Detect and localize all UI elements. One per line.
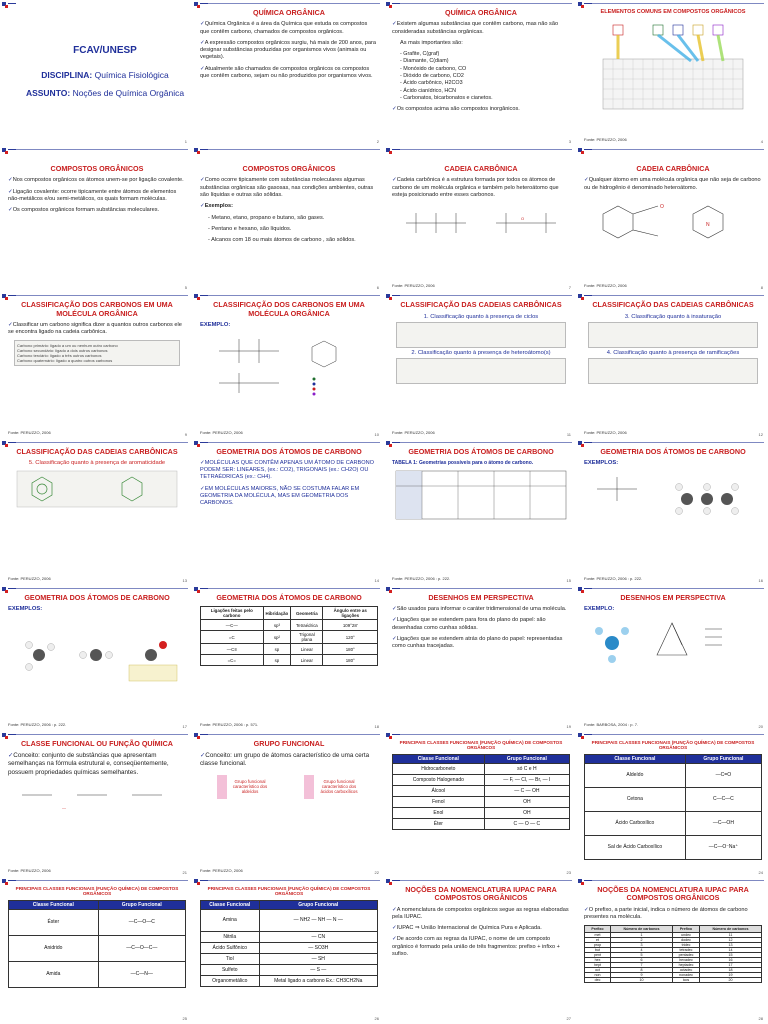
slide-corner-decoration (386, 587, 400, 591)
slide-number: 13 (182, 577, 187, 583)
slide-title: GEOMETRIA DOS ÁTOMOS DE CARBONO (408, 446, 554, 456)
slide-19 (384, 585, 576, 731)
slide-number: 4 (760, 139, 763, 145)
slide-corner-decoration (578, 587, 592, 591)
table-caption: TABELA 1: Geometrias possíveis para o átomo de carbono. (392, 459, 534, 466)
slide-number: 19 (566, 723, 571, 729)
column-header: Classe Funcional (201, 900, 260, 909)
table-row: Enol OH (393, 807, 570, 818)
slide-corner-decoration (2, 733, 16, 737)
slide-corner-decoration (194, 587, 208, 591)
slide-7 (384, 146, 576, 292)
perspective-figure (587, 615, 759, 670)
table-row: prop 3 tridec 13 (585, 943, 762, 948)
svg-text:—: — (62, 804, 66, 810)
table-row: Éster —C—O—C (9, 909, 186, 935)
slide-title: CLASSIFICAÇÃO DAS CADEIAS CARBÔNICAS (400, 300, 562, 310)
bullet-text: As mais importantes são: (400, 39, 463, 46)
slide-corner-decoration (2, 587, 16, 591)
slide-title: CLASSIFICAÇÃO DOS CARBONOS EM UMA MOLÉCULA ORGÂNICA (21, 300, 173, 318)
list-item: - Ácido cianídrico, HCN (400, 87, 457, 94)
slide-8 (576, 146, 768, 292)
slide-corner-decoration (578, 2, 592, 6)
section-heading: 2. Classificação quanto à presença de heteroátomo(s) (411, 349, 551, 356)
slide-20 (576, 585, 768, 731)
source-caption: Fonte: PERUZZO, 2006 (392, 429, 435, 435)
slide-number: 16 (758, 577, 763, 583)
slide-number: 23 (566, 870, 571, 876)
bullet-text: ✓ Os compostos acima são compostos inorgânicos. (392, 106, 570, 113)
slide-corner-decoration (578, 879, 592, 883)
list-item: - Diamante, C(diam) (400, 58, 449, 65)
slide-corner-decoration (2, 294, 16, 298)
bullet-text: ✓ Existem algumas substâncias que contêm carbono, mas não são consideradas substâncias orgânicas. (392, 21, 570, 36)
carbon-class-box (14, 340, 180, 366)
slide-corner-decoration (2, 2, 16, 6)
slide-title: DESENHOS EM PERSPECTIVA (428, 592, 534, 602)
slide-22 (192, 731, 384, 877)
example-text: - Metano, etano, propano e butano, são gases. (208, 214, 325, 221)
slide-title: NOÇÕES DA NOMENCLATURA IUPAC PARA COMPOSTOS ORGÂNICOS (405, 885, 557, 903)
aldehyde-group (217, 775, 270, 799)
disciplina-line: DISCIPLINA: Química Fisiológica (41, 70, 169, 81)
slide-15 (384, 439, 576, 585)
svg-text:O: O (521, 216, 525, 222)
slide-14 (192, 439, 384, 585)
slide-number: 12 (758, 431, 763, 437)
class-row: Carbono terciário: ligado a três outros carbonos (17, 353, 102, 359)
column-header: Classe Funcional (393, 754, 485, 763)
svg-text:N: N (706, 222, 710, 228)
slide-number: 1 (184, 139, 187, 145)
functional-class-table (584, 754, 762, 860)
slide-corner-decoration (2, 148, 16, 152)
slide-number: 21 (182, 870, 187, 876)
slide-number: 3 (568, 139, 571, 145)
column-header: Ângulo entre as ligações (323, 607, 378, 620)
table-row: but 4 tetradec 14 (585, 948, 762, 953)
column-header: Número de carbonos (699, 926, 761, 933)
slide-title: GEOMETRIA DOS ÁTOMOS DE CARBONO (24, 592, 170, 602)
slide-number: 28 (758, 1016, 763, 1022)
source-caption: Fonte: PERUZZO, 2006 : p. 571. (200, 721, 259, 727)
slide-25 (0, 877, 192, 1023)
bullet-text: ✓ MOLÉCULAS QUE CONTÊM APENAS UM ÁTOMO DE CARBONO PODEM SER: LINEARES, (ex.: CO2), TRIGONAIS (ex.: CH2O) OU TETRAÉDRICAS (ex.: CH4). (200, 460, 378, 482)
table-row: Fenol OH (393, 796, 570, 807)
slide-11 (384, 292, 576, 438)
source-caption: Fonte: PERUZZO, 2006 (8, 868, 51, 874)
slide-3 (384, 0, 576, 146)
table-header-row (9, 900, 186, 909)
column-header: Grupo Funcional (685, 754, 761, 763)
slide-corner-decoration (194, 2, 208, 6)
example-label: EXEMPLOS: (584, 459, 619, 466)
table-row: Anidrido —C—O—C— (9, 935, 186, 961)
section-heading: 5. Classificação quanto à presença de aromaticidade (28, 459, 166, 466)
slide-2 (192, 0, 384, 146)
slide-title: QUÍMICA ORGÂNICA (444, 8, 517, 17)
table-row: Éter C — O — C (393, 818, 570, 829)
source-caption: Fonte: BARBOSA, 2004 : p. 7. (584, 721, 639, 727)
slide-corner-decoration (194, 148, 208, 152)
slide-26 (192, 877, 384, 1023)
heteroatom-figure (588, 196, 758, 246)
slide-title: PRINCIPAIS CLASSES FUNCIONAIS (FUNÇÃO QUÍMICA) DE COMPOSTOS ORGÂNICOS (207, 886, 371, 897)
slide-title: COMPOSTOS ORGÂNICOS (50, 164, 144, 174)
slide-title: GEOMETRIA DOS ÁTOMOS DE CARBONO (600, 446, 746, 456)
table-row: —C≡ sp Linear 180° (201, 644, 378, 655)
slide-title: COMPOSTOS ORGÂNICOS (242, 164, 336, 174)
group-label: Grupo funcional característico dos ácidos carboxílicos (320, 779, 358, 795)
source-caption: Fonte: PERUZZO, 2006 : p. 222. (392, 575, 451, 581)
column-header: Geometria (291, 607, 323, 620)
column-header: Grupo Funcional (484, 754, 569, 763)
slide-title: DESENHOS EM PERSPECTIVA (620, 592, 726, 602)
slide-corner-decoration (194, 294, 208, 298)
example-label: EXEMPLO: (200, 321, 231, 328)
slide-corner-decoration (578, 148, 592, 152)
slide-number: 14 (374, 577, 379, 583)
list-item: - Dióxido de carbono, CO2 (400, 72, 464, 79)
prefix-table (584, 925, 762, 983)
slide-corner-decoration (578, 441, 592, 445)
table-header-row (393, 754, 570, 763)
bullet-text: ✓ Qualquer átomo em uma molécula orgânica que não seja de carbono ou de hidrogênio é denominado heteroátomo. (584, 177, 762, 192)
slide-title: PRINCIPAIS CLASSES FUNCIONAIS (FUNÇÃO QUÍMICA) DE COMPOSTOS ORGÂNICOS (399, 739, 563, 751)
class-row: Carbono quaternário: ligado a quatro outros carbonos (17, 358, 113, 364)
slide-title: GEOMETRIA DOS ÁTOMOS DE CARBONO (216, 446, 362, 456)
source-caption: Fonte: PERUZZO, 2006 : p. 222. (8, 721, 67, 727)
slide-title: PRINCIPAIS CLASSES FUNCIONAIS (FUNÇÃO QUÍMICA) DE COMPOSTOS ORGÂNICOS (591, 739, 755, 751)
column-header: Grupo Funcional (259, 900, 377, 909)
source-caption: Fonte: PERUZZO, 2006 (584, 283, 627, 289)
bullet-text: ✓ IUPAC ⇒ União Internacional de Química Pura e Aplicada. (392, 925, 570, 932)
slide-1 (0, 0, 192, 146)
example-text: - Pentano e hexano, são líquidos. (208, 225, 292, 232)
table-row: Cetona C—C—C (585, 787, 762, 811)
slide-title: CLASSE FUNCIONAL OU FUNÇÃO QUÍMICA (20, 738, 173, 748)
saturation-figure (588, 322, 758, 348)
table-row: hex 6 hexadec 16 (585, 958, 762, 963)
slide-number: 10 (374, 431, 379, 437)
functional-group-examples (200, 775, 378, 799)
slide-4 (576, 0, 768, 146)
slide-corner-decoration (386, 733, 400, 737)
slide-27 (384, 877, 576, 1023)
table-row: met 1 undec 11 (585, 933, 762, 938)
slide-number: 5 (184, 285, 187, 291)
hybridization-table (200, 606, 378, 666)
slide-21 (0, 731, 192, 877)
slide-corner-decoration (386, 879, 400, 883)
table-row: pent 5 pentadec 15 (585, 953, 762, 958)
slide-number: 7 (568, 285, 571, 291)
functional-class-table (8, 900, 186, 988)
table-row: Amina — NH2 — NH — N — (201, 909, 378, 931)
bullet-text: ✓ Conceito: um grupo de átomos característico de uma certa classe funcional. (200, 752, 378, 768)
table-row: =C= sp Linear 180° (201, 655, 378, 666)
slide-number: 22 (374, 870, 379, 876)
bullet-text: ✓ Ligação covalente: ocorre tipicamente entre átomos de elementos não-metálicos e/ou semi-metálicos, os quais formam moléculas. (8, 189, 186, 204)
slide-corner-decoration (386, 294, 400, 298)
example-label: EXEMPLOS: (8, 606, 43, 613)
source-caption: Fonte: PERUZZO, 2006 (392, 283, 435, 289)
table-row: Aldeído —C=O (585, 763, 762, 787)
table-row: et 2 dodec 12 (585, 938, 762, 943)
bullet-text: ✓ Como ocorre tipicamente com substâncias moleculares algumas substâncias orgânicas são gasosas, nas condições ambientes, outras são líquidas e outras são sólidas. (200, 177, 378, 199)
slide-9 (0, 292, 192, 438)
slide-corner-decoration (386, 2, 400, 6)
column-header: Prefixo (673, 926, 700, 933)
table-header-row (201, 607, 378, 620)
bullet-text: ✓ Cadeia carbônica é a estrutura formada por todos os átomos de carbono de um molécula orgânica e também pelo heteroátomo que esteja posicionado entre esses carbonos. (392, 177, 570, 199)
slide-number: 18 (374, 723, 379, 729)
ball-stick-figure (587, 469, 759, 529)
slide-corner-decoration (2, 879, 16, 883)
table-header-row (585, 754, 762, 763)
carboxyl-group (304, 775, 361, 799)
bullet-text: ✓ A nomenclatura de compostos orgânicos segue as regras elaboradas pela IUPAC. (392, 907, 570, 922)
slide-16 (576, 439, 768, 585)
bullet-text: ✓ A expressão compostos orgânicos surgiu, há mais de 200 anos, para designar substâncias produzidas por organismos vivos (animais ou vegetais). (200, 40, 378, 62)
carbon-classification-figure (204, 331, 374, 401)
source-caption: Fonte: PERUZZO, 2006 : p. 222. (584, 575, 643, 581)
functional-class-table (200, 900, 378, 987)
slide-title: GRUPO FUNCIONAL (253, 738, 325, 748)
slide-18 (192, 585, 384, 731)
source-caption: Fonte: PERUZZO, 2006 (584, 137, 627, 143)
slide-corner-decoration (194, 441, 208, 445)
slide-title: CLASSIFICAÇÃO DAS CADEIAS CARBÔNICAS (592, 300, 754, 310)
bullet-text: ✓ Os compostos orgânicos formam substâncias moleculares. (8, 207, 186, 214)
functional-class-table (392, 754, 570, 830)
bullet-text: ✓ O prefixo, a parte inicial, indica o número de átomos de carbono presentes na molécula. (584, 907, 762, 922)
slide-corner-decoration (386, 441, 400, 445)
slide-number: 8 (760, 285, 763, 291)
slide-title: CLASSIFICAÇÃO DAS CADEIAS CARBÔNICAS (16, 446, 178, 456)
slide-number: 17 (182, 723, 187, 729)
column-header: Prefixo (585, 926, 611, 933)
section-heading: 4. Classificação quanto à presença de ramificações (606, 349, 740, 356)
table-row: Álcool — C — OH (393, 785, 570, 796)
institution-title: FCAV/UNESP (73, 45, 137, 57)
slide-17 (0, 585, 192, 731)
slide-corner-decoration (386, 148, 400, 152)
slide-corner-decoration (578, 294, 592, 298)
slide-number: 6 (376, 285, 379, 291)
section-heading: 3. Classificação quanto à insaturação (624, 313, 722, 320)
slide-title: PRINCIPAIS CLASSES FUNCIONAIS (FUNÇÃO QUÍMICA) DE COMPOSTOS ORGÂNICOS (15, 886, 179, 897)
table-row: —C— sp³ Tetraédrica 109°28' (201, 620, 378, 631)
molecule-models-figure (11, 615, 183, 685)
svg-text:O: O (660, 204, 664, 210)
slide-corner-decoration (194, 733, 208, 737)
aldehyde-examples-figure (12, 781, 182, 811)
column-header: Classe Funcional (9, 900, 99, 909)
table-row: Tiol — SH (201, 953, 378, 964)
slide-title: GEOMETRIA DOS ÁTOMOS DE CARBONO (216, 592, 362, 602)
table-row: Sal de Ácido Carboxílico —C—O⁻Na⁺ (585, 835, 762, 859)
table-row: Amida —C—N— (9, 961, 186, 987)
slide-number: 2 (376, 139, 379, 145)
slide-6 (192, 146, 384, 292)
geometry-table-figure (395, 470, 567, 520)
slide-10 (192, 292, 384, 438)
slide-title: CADEIA CARBÔNICA (444, 164, 518, 174)
bullet-text: ✓ Nos compostos orgânicos os átomos unem-se por ligação covalente. (8, 177, 186, 184)
bullet-text: ✓ Conceito: conjunto de substâncias que apresentam semelhanças na fórmula estrutural e, conseqüentemente, possuem propriedades químicas semelhantes. (8, 752, 186, 777)
table-row: oct 8 octadec 18 (585, 968, 762, 973)
slide-number: 26 (374, 1016, 379, 1022)
inorganic-list (400, 51, 570, 102)
slide-corner-decoration (2, 441, 16, 445)
class-row: Carbono primário: ligado a um ou nenhum outro carbono (17, 343, 118, 349)
example-label: EXEMPLO: (584, 606, 615, 613)
section-heading: 1. Classificação quanto à presença de ciclos (423, 313, 539, 320)
table-row: =C sp² Trigonal plana 120° (201, 631, 378, 644)
slide-number: 11 (566, 431, 571, 437)
table-row: hept 7 heptadec 17 (585, 963, 762, 968)
table-row: Sulfeto — S — (201, 964, 378, 975)
slide-13 (0, 439, 192, 585)
bullet-text: ✓ Classificar um carbono significa dizer a quantos outros carbonos ele se encontra ligado na cadeia carbônica. (8, 322, 186, 337)
slide-5 (0, 146, 192, 292)
column-header: Grupo Funcional (98, 900, 185, 909)
bullet-text: ✓ Atualmente são chamados de compostos orgânicos os compostos que contêm carbono, sejam ou não produzidos por organismos vivos. (200, 66, 378, 81)
table-header-row (201, 900, 378, 909)
table-row: Composto Halogenado — F, — Cl, — Br, — I (393, 774, 570, 785)
slide-number: 15 (566, 577, 571, 583)
bullet-text: ✓ Química Orgânica é a área da Química que estuda os compostos que contêm carbono, chamados de compostos orgânicos. (200, 21, 378, 36)
list-item: - Monóxido de carbono, CO (400, 65, 467, 72)
branching-figure (588, 358, 758, 384)
slide-12 (576, 292, 768, 438)
group-label: Grupo funcional característico dos aldeídos (232, 779, 268, 795)
assunto-line: ASSUNTO: Noções de Química Orgânica (25, 88, 185, 99)
column-header: Classe Funcional (585, 754, 686, 763)
source-caption: Fonte: PERUZZO, 2006 (8, 575, 51, 581)
heteroatom-chain-figure (396, 358, 566, 384)
list-item: - Grafite, C(graf) (400, 51, 440, 58)
bullet-text: ✓ Exemplos: (200, 203, 378, 210)
bullet-text: ✓ EM MOLÉCULAS MAIORES, NÃO SE COSTUMA FALAR EM GEOMETRIA DA MOLÉCULA, MAS EM GEOMETRIA DOS CARBONOS. (200, 486, 378, 508)
table-row: Nitrila — CN (201, 931, 378, 942)
source-caption: Fonte: PERUZZO, 2006 (200, 868, 243, 874)
slide-number: 9 (184, 431, 187, 437)
slide-24 (576, 731, 768, 877)
table-row: Organometálico Metal ligado a carbono Ex.: CH3CH2Na (201, 975, 378, 986)
column-header: Número de carbonos (611, 926, 673, 933)
bullet-text: ✓ De acordo com as regras da IUPAC, o nome de um composto orgânico é formado pela união de três fragmentos: prefixo + infixo + sufixo. (392, 936, 570, 958)
slide-title: ELEMENTOS COMUNS EM COMPOSTOS ORGÂNICOS (600, 9, 746, 15)
source-caption: Fonte: PERUZZO, 2006 (584, 429, 627, 435)
slide-number: 27 (566, 1016, 571, 1022)
slide-title: CLASSIFICAÇÃO DOS CARBONOS EM UMA MOLÉCULA ORGÂNICA (213, 300, 365, 318)
prefix-table-body (585, 933, 762, 983)
slide-number: 20 (758, 723, 763, 729)
slide-corner-decoration (578, 733, 592, 737)
table-row: non 9 nonadec 19 (585, 973, 762, 978)
list-item: - Carbonatos, bicarbonatos e cianetos. (400, 94, 493, 101)
slide-title: NOÇÕES DA NOMENCLATURA IUPAC PARA COMPOSTOS ORGÂNICOS (597, 885, 749, 903)
slide-number: 25 (182, 1016, 187, 1022)
carbon-chain-figure (396, 203, 566, 243)
slide-23 (384, 731, 576, 877)
table-row: Ácido Carboxílico —C—OH (585, 811, 762, 835)
bullet-text: ✓ Ligações que se estendem atrás do plano do papel: representadas como cunhas tracejadas. (392, 636, 570, 651)
table-header-row (585, 926, 762, 933)
bullet-text: ✓ Ligações que se estendem para fora do plano do papel: são desenhadas como cunhas sólidas. (392, 617, 570, 632)
slide-title: CADEIA CARBÔNICA (636, 164, 710, 174)
column-header: Ligações feitas pelo carbono (201, 607, 264, 620)
aromaticity-figure (12, 469, 182, 509)
column-header: Hibridação (263, 607, 291, 620)
table-row: Ácido Sulfônico — SO3H (201, 942, 378, 953)
periodic-table-figure (593, 19, 753, 119)
list-item: - Ácido carbônico, H2CO3 (400, 80, 463, 87)
slide-number: 24 (758, 870, 763, 876)
highlight-swatch (304, 775, 314, 799)
slide-corner-decoration (194, 879, 208, 883)
slide-28 (576, 877, 768, 1023)
source-caption: Fonte: PERUZZO, 2006 (200, 429, 243, 435)
ring-chain-figure (396, 322, 566, 348)
bullet-text: ✓ São usados para informar o caráter tridimensional de uma molécula. (392, 606, 570, 613)
table-row: dec 10 icos 20 (585, 978, 762, 983)
example-text: - Alcanos com 18 ou mais átomos de carbono , são sólidos. (208, 237, 356, 244)
slide-title: QUÍMICA ORGÂNICA (252, 8, 325, 17)
class-row: Carbono secundário: ligado a dois outros carbonos (17, 348, 108, 354)
source-caption: Fonte: PERUZZO, 2006 (8, 429, 51, 435)
table-row: Hidrocarboneto só C e H (393, 763, 570, 774)
highlight-swatch (217, 775, 227, 799)
